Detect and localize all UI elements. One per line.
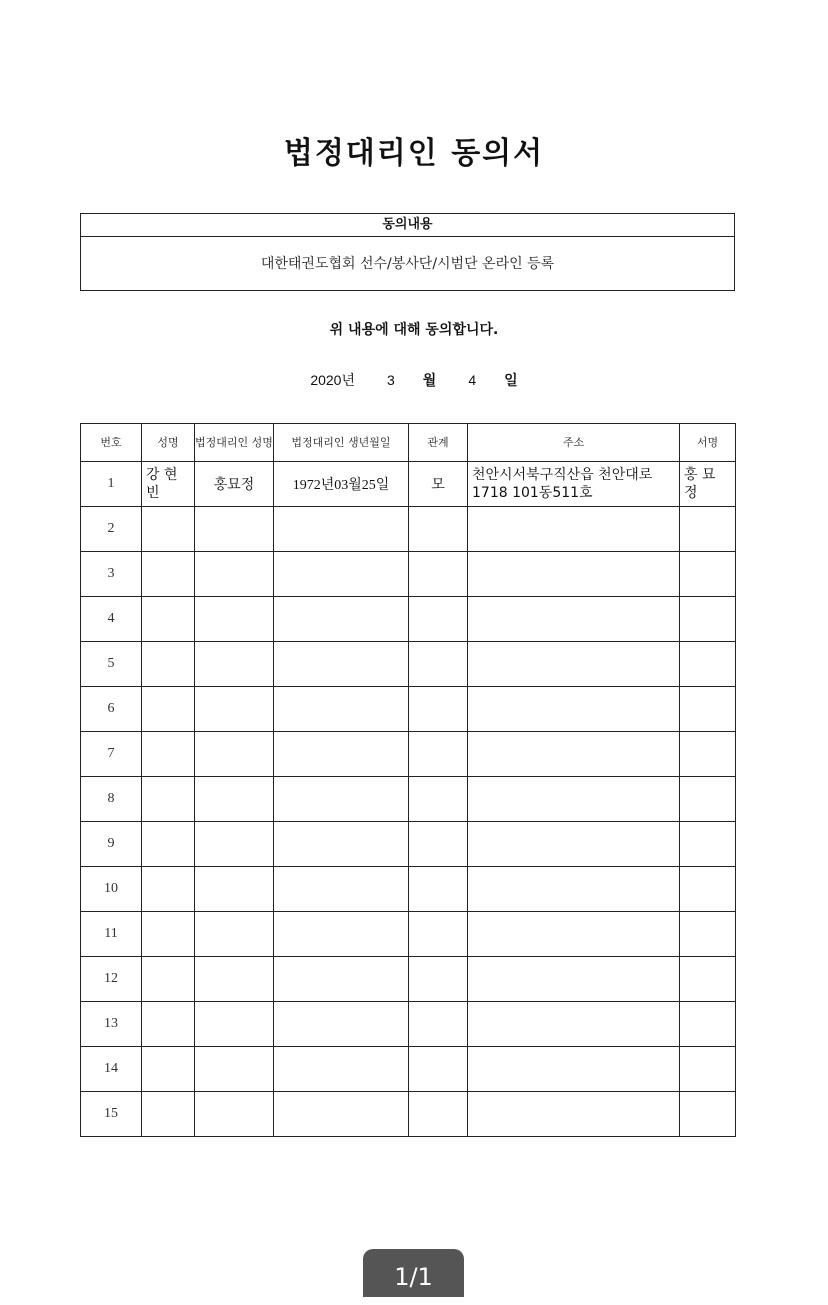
cell-name [142,867,195,912]
cell-guardian [195,1092,274,1137]
cell-guardian [195,867,274,912]
cell-relation [409,822,468,867]
cell-name [142,777,195,822]
agree-statement: 위 내용에 대해 동의합니다. [329,322,499,338]
consent-box [80,213,735,291]
cell-name: 강 현 빈 [142,462,195,507]
cell-signature [680,867,736,912]
cell-name [142,1002,195,1047]
guardian-table [80,423,736,1137]
cell-guardian [195,777,274,822]
cell-name [142,1047,195,1092]
cell-guardian [195,507,274,552]
cell-signature [680,1092,736,1137]
cell-name [142,597,195,642]
header-signature: 서명 [680,424,736,462]
cell-dob [274,552,409,597]
cell-no: 6 [81,687,142,732]
cell-relation [409,1002,468,1047]
cell-dob [274,687,409,732]
cell-address [468,1047,680,1092]
cell-signature [680,687,736,732]
cell-dob [274,912,409,957]
cell-address [468,822,680,867]
cell-address [468,957,680,1002]
cell-dob [274,732,409,777]
cell-guardian [195,822,274,867]
cell-guardian [195,1047,274,1092]
cell-address [468,597,680,642]
cell-signature [680,552,736,597]
cell-no: 9 [81,822,142,867]
cell-no: 10 [81,867,142,912]
cell-dob: 1972년03월25일 [274,462,409,507]
date-month-label: 월 [422,372,437,388]
table-row [81,957,736,1002]
cell-no: 15 [81,1092,142,1137]
cell-relation [409,1047,468,1092]
cell-dob [274,867,409,912]
cell-dob [274,1092,409,1137]
cell-guardian [195,687,274,732]
cell-address [468,912,680,957]
date-day: 4 [468,372,477,388]
date-line [0,370,828,390]
cell-signature [680,597,736,642]
cell-signature [680,1047,736,1092]
cell-relation [409,597,468,642]
cell-name [142,912,195,957]
cell-dob [274,1002,409,1047]
table-row [81,867,736,912]
cell-address [468,777,680,822]
cell-dob [274,777,409,822]
cell-relation [409,687,468,732]
table-row [81,597,736,642]
page-indicator: 1/1 [363,1249,464,1297]
table-row [81,1092,736,1137]
consent-text: 대한태권도협회 선수/봉사단/시범단 온라인 등록 [260,256,555,272]
date-day-label: 일 [504,372,518,388]
cell-signature [680,912,736,957]
cell-relation [409,912,468,957]
cell-signature [680,957,736,1002]
cell-signature [680,1002,736,1047]
header-relation: 관계 [409,424,468,462]
table-row [81,642,736,687]
document-title: 법정대리인 동의서 [283,136,545,171]
cell-name [142,957,195,1002]
cell-relation [409,1092,468,1137]
cell-no: 1 [81,462,142,507]
header-guardian-dob: 법정대리인 생년월일 [274,424,409,462]
cell-guardian [195,912,274,957]
cell-guardian [195,597,274,642]
table-row [81,1002,736,1047]
cell-address [468,867,680,912]
cell-name [142,1092,195,1137]
cell-signature: 홍 묘 정 [680,462,736,507]
cell-no: 11 [81,912,142,957]
cell-relation [409,957,468,1002]
cell-signature [680,777,736,822]
cell-guardian [195,957,274,1002]
cell-relation [409,552,468,597]
cell-no: 14 [81,1047,142,1092]
cell-address [468,687,680,732]
cell-address [468,1092,680,1137]
cell-relation [409,507,468,552]
cell-signature [680,732,736,777]
cell-guardian [195,552,274,597]
cell-address: 천안시서북구직산읍 천안대로1718 101동511호 [468,462,680,507]
cell-relation [409,732,468,777]
cell-signature [680,507,736,552]
cell-no: 2 [81,507,142,552]
cell-signature [680,822,736,867]
table-row [81,912,736,957]
cell-signature [680,642,736,687]
cell-no: 12 [81,957,142,1002]
cell-name [142,552,195,597]
cell-relation [409,777,468,822]
cell-dob [274,507,409,552]
cell-name [142,642,195,687]
header-address: 주소 [468,424,680,462]
table-row [81,732,736,777]
cell-dob [274,822,409,867]
cell-no: 3 [81,552,142,597]
table-row [81,507,736,552]
table-row [81,822,736,867]
cell-address [468,732,680,777]
header-no: 번호 [81,424,142,462]
cell-dob [274,1047,409,1092]
table-row [81,1047,736,1092]
cell-dob [274,957,409,1002]
cell-no: 5 [81,642,142,687]
table-row [81,552,736,597]
cell-guardian [195,642,274,687]
cell-no: 8 [81,777,142,822]
cell-relation [409,867,468,912]
cell-name [142,687,195,732]
cell-no: 13 [81,1002,142,1047]
cell-guardian [195,1002,274,1047]
cell-address [468,552,680,597]
table-row [81,462,736,507]
cell-name [142,507,195,552]
cell-guardian: 홍묘정 [195,462,274,507]
cell-address [468,507,680,552]
cell-dob [274,597,409,642]
date-month: 3 [387,372,395,388]
cell-relation [409,642,468,687]
cell-dob [274,642,409,687]
cell-no: 4 [81,597,142,642]
consent-header: 동의내용 [81,214,734,237]
cell-relation: 모 [409,462,468,507]
date-year: 2020년 [310,372,355,388]
cell-name [142,822,195,867]
cell-name [142,732,195,777]
cell-address [468,642,680,687]
header-guardian-name: 법정대리인 성명 [195,424,274,462]
table-header-row [81,424,736,462]
cell-guardian [195,732,274,777]
table-row [81,777,736,822]
table-row [81,687,736,732]
cell-address [468,1002,680,1047]
header-name: 성명 [142,424,195,462]
cell-no: 7 [81,732,142,777]
